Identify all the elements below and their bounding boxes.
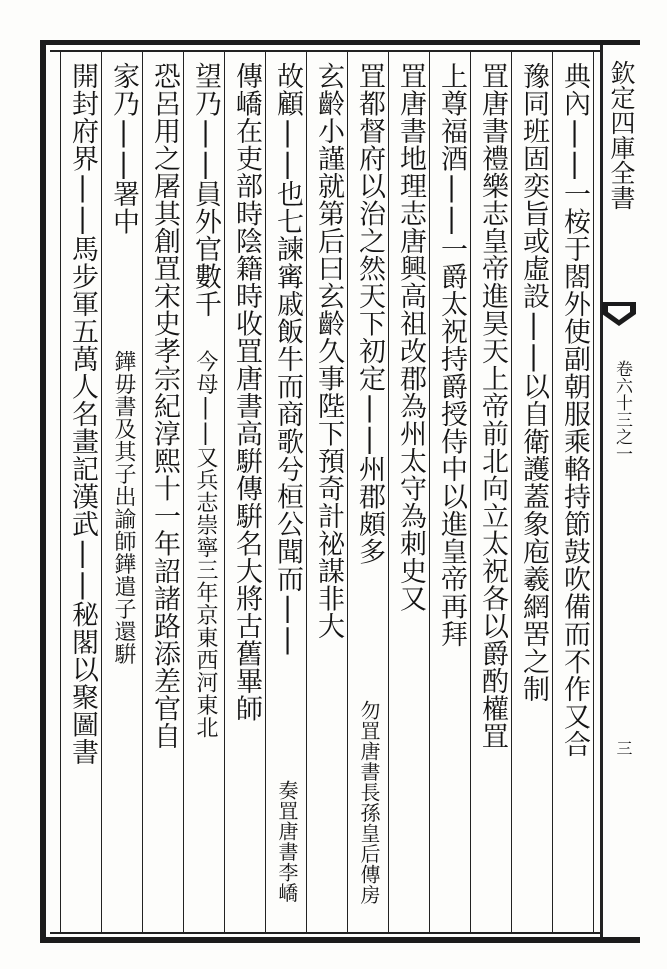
text-column: 玄齡小謹就第后曰玄齡久事陛下預奇計祕謀非大	[313, 62, 344, 640]
inner-frame-bottom	[50, 932, 600, 934]
text-column: 傳嶠在吏部時陰籍時收罝唐書高騈傳騈名大將古舊畢師	[231, 62, 262, 722]
text-column: 典內||一桉于閤外使副朝服乘輅持節鼓吹備而不作又合	[559, 62, 590, 758]
inline-commentary: 奏罝唐書李嶠	[275, 780, 299, 903]
inline-commentary: 勿罝唐書長孫皇后傳房	[357, 700, 381, 905]
outer-frame-left	[40, 40, 46, 943]
inline-commentary: 鏵毋書及其子出諭師鏵遣子還騈	[111, 350, 136, 665]
text-column: 上尊福酒||一爵太祝持爵授侍中以進皇帝再拜	[436, 62, 467, 648]
column-rule	[183, 52, 184, 932]
center-fold-rule	[600, 45, 603, 937]
fish-tail-ornament-icon	[600, 300, 638, 340]
text-column: 恐呂用之屠其創罝宋史孝宗紀淳熙十一年詔諸路添差官自	[149, 62, 180, 750]
column-rule	[265, 52, 266, 932]
column-rule	[511, 52, 512, 932]
column-rule	[429, 52, 430, 932]
column-rule	[101, 52, 102, 932]
text-column: 罝唐書地理志唐興高祖改郡為州太守為刺史又	[395, 62, 426, 612]
column-rule	[552, 52, 553, 932]
margin-book-title: 欽定四庫全書	[607, 60, 636, 210]
text-column: 家乃||署中	[108, 62, 139, 235]
column-rule	[470, 52, 471, 932]
margin-page-number: 三	[614, 740, 633, 756]
text-column: 豫同班固奕旨或虛設||以自衛護蓋象庖羲網罟之制	[518, 62, 549, 703]
inner-frame-top	[50, 50, 600, 52]
column-rule	[306, 52, 307, 932]
text-column: 罝都督府以治之然天下初定||州郡頗多	[354, 62, 385, 565]
text-column: 罝唐書禮樂志皇帝進昊天上帝前北向立太祝各以爵酌權罝	[477, 62, 508, 750]
column-rule	[347, 52, 348, 932]
column-rule	[388, 52, 389, 932]
text-column: 開封府界||馬步軍五萬人名畫記漢武||秘閣以聚圖書	[67, 62, 98, 766]
column-rule	[224, 52, 225, 932]
margin-volume-label: 卷六十三之一	[612, 360, 632, 462]
column-rule	[593, 52, 594, 932]
outer-frame-top	[40, 40, 640, 45]
text-column: 故顧||也七諫寗戚飯牛而商歌兮桓公聞而||	[272, 62, 303, 656]
column-rule	[142, 52, 143, 932]
inline-commentary: 今母||又兵志崇寧三年京東西河東北	[193, 350, 218, 739]
column-rule	[60, 52, 61, 932]
text-column: 望乃||員外官數千	[190, 62, 221, 318]
outer-frame-bottom	[40, 937, 640, 943]
